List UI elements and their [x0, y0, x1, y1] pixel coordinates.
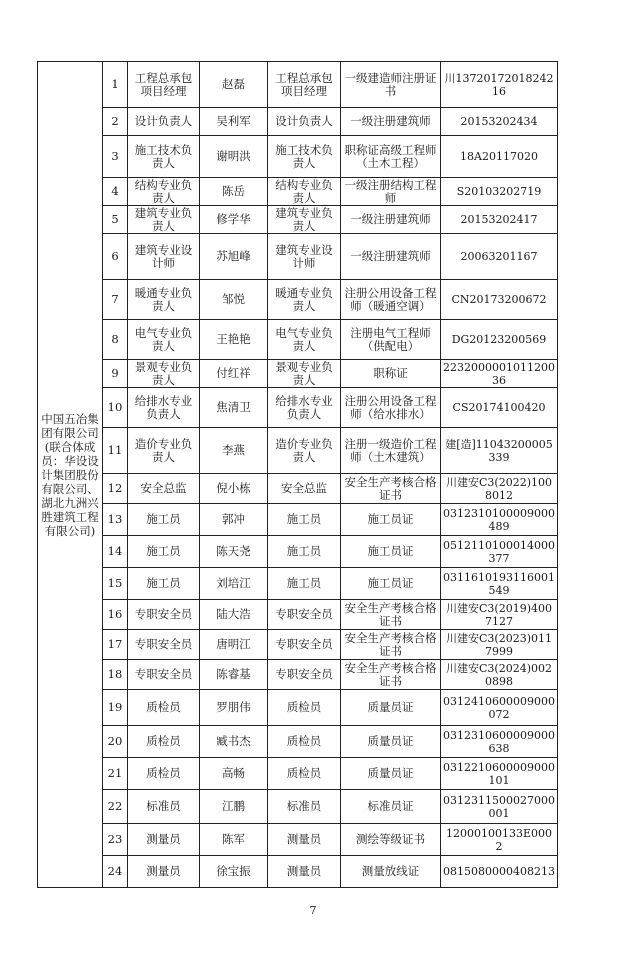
- table-row: [38, 280, 558, 320]
- role-cell: 测量员: [268, 824, 341, 856]
- row-number: 21: [103, 758, 128, 790]
- name-cell: 谢明洪: [200, 136, 268, 178]
- role-cell: 设计负责人: [268, 108, 341, 136]
- position-cell: 施工技术负责人: [128, 136, 200, 178]
- row-number: 20: [103, 726, 128, 758]
- certificate-number-cell: 0312410600009000072: [441, 690, 558, 726]
- row-number: 18: [103, 660, 128, 690]
- certificate-number-cell: 12000100133E0002: [441, 824, 558, 856]
- table-row: [38, 504, 558, 536]
- role-cell: 施工员: [268, 568, 341, 600]
- position-cell: 专职安全员: [128, 600, 200, 630]
- table-row: [38, 600, 558, 630]
- role-cell: 标准员: [268, 790, 341, 824]
- name-cell: 唐明江: [200, 630, 268, 660]
- certificate-type-cell: 标准员证: [341, 790, 441, 824]
- name-cell: 赵磊: [200, 62, 268, 108]
- table-row: [38, 536, 558, 568]
- certificate-number-cell: 20063201167: [441, 234, 558, 280]
- position-cell: 造价专业负责人: [128, 428, 200, 474]
- name-cell: 陈天尧: [200, 536, 268, 568]
- certificate-type-cell: 施工员证: [341, 568, 441, 600]
- row-number: 10: [103, 388, 128, 428]
- certificate-number-cell: DG20123200569: [441, 320, 558, 360]
- certificate-number-cell: CN20173200672: [441, 280, 558, 320]
- role-cell: 专职安全员: [268, 600, 341, 630]
- certificate-type-cell: 质量员证: [341, 690, 441, 726]
- row-number: 6: [103, 234, 128, 280]
- position-cell: 测量员: [128, 856, 200, 888]
- table-row: [38, 234, 558, 280]
- row-number: 17: [103, 630, 128, 660]
- table-row: [38, 360, 558, 388]
- table-row: [38, 474, 558, 504]
- certificate-number-cell: 建[造]11043200005339: [441, 428, 558, 474]
- role-cell: 造价专业负责人: [268, 428, 341, 474]
- role-cell: 结构专业负责人: [268, 178, 341, 206]
- role-cell: 给排水专业负责人: [268, 388, 341, 428]
- row-number: 8: [103, 320, 128, 360]
- role-cell: 建筑专业设计师: [268, 234, 341, 280]
- name-cell: 高畅: [200, 758, 268, 790]
- certificate-type-cell: 安全生产考核合格证书: [341, 600, 441, 630]
- row-number: 4: [103, 178, 128, 206]
- table-row: [38, 824, 558, 856]
- certificate-number-cell: 川建安C3(2022)1008012: [441, 474, 558, 504]
- certificate-type-cell: 安全生产考核合格证书: [341, 630, 441, 660]
- certificate-number-cell: 川建安C3(2024)0020898: [441, 660, 558, 690]
- role-cell: 建筑专业负责人: [268, 206, 341, 234]
- table-row: [38, 758, 558, 790]
- name-cell: 陈岳: [200, 178, 268, 206]
- row-number: 12: [103, 474, 128, 504]
- name-cell: 罗朋伟: [200, 690, 268, 726]
- certificate-type-cell: 注册一级造价工程师（土木建筑）: [341, 428, 441, 474]
- name-cell: 邹悦: [200, 280, 268, 320]
- table-row: [38, 690, 558, 726]
- row-number: 5: [103, 206, 128, 234]
- position-cell: 建筑专业设计师: [128, 234, 200, 280]
- position-cell: 施工员: [128, 568, 200, 600]
- certificate-number-cell: 川1372017201824216: [441, 62, 558, 108]
- certificate-type-cell: 测量放线证: [341, 856, 441, 888]
- certificate-type-cell: 安全生产考核合格证书: [341, 474, 441, 504]
- certificate-number-cell: 0312210600009000101: [441, 758, 558, 790]
- table-row: [38, 178, 558, 206]
- table-row: [38, 428, 558, 474]
- name-cell: 王艳艳: [200, 320, 268, 360]
- table-row: [38, 206, 558, 234]
- certificate-number-cell: 0815080000408213: [441, 856, 558, 888]
- certificate-number-cell: 18A20117020: [441, 136, 558, 178]
- position-cell: 设计负责人: [128, 108, 200, 136]
- certificate-number-cell: 0311610193116001549: [441, 568, 558, 600]
- role-cell: 测量员: [268, 856, 341, 888]
- role-cell: 安全总监: [268, 474, 341, 504]
- certificate-type-cell: 质量员证: [341, 726, 441, 758]
- table-row: [38, 568, 558, 600]
- certificate-type-cell: 施工员证: [341, 536, 441, 568]
- name-cell: 臧书杰: [200, 726, 268, 758]
- role-cell: 电气专业负责人: [268, 320, 341, 360]
- company-cell: 中国五冶集团有限公司(联合体成员：华设设计集团股份有限公司、湖北九洲兴胜建筑工程有限公司): [38, 62, 103, 888]
- certificate-number-cell: 0512110100014000377: [441, 536, 558, 568]
- name-cell: 陈睿基: [200, 660, 268, 690]
- row-number: 16: [103, 600, 128, 630]
- position-cell: 暖通专业负责人: [128, 280, 200, 320]
- position-cell: 质检员: [128, 690, 200, 726]
- row-number: 2: [103, 108, 128, 136]
- row-number: 13: [103, 504, 128, 536]
- role-cell: 质检员: [268, 758, 341, 790]
- name-cell: 吴利军: [200, 108, 268, 136]
- name-cell: 陈军: [200, 824, 268, 856]
- table-row: [38, 660, 558, 690]
- position-cell: 建筑专业负责人: [128, 206, 200, 234]
- position-cell: 专职安全员: [128, 630, 200, 660]
- table-row: [38, 136, 558, 178]
- table-row: [38, 630, 558, 660]
- name-cell: 付红祥: [200, 360, 268, 388]
- role-cell: 施工员: [268, 536, 341, 568]
- certificate-type-cell: 一级注册结构工程师: [341, 178, 441, 206]
- certificate-type-cell: 一级建造师注册证书: [341, 62, 441, 108]
- row-number: 15: [103, 568, 128, 600]
- certificate-number-cell: 0312311500027000001: [441, 790, 558, 824]
- certificate-type-cell: 测绘等级证书: [341, 824, 441, 856]
- certificate-type-cell: 施工员证: [341, 504, 441, 536]
- table-row: [38, 790, 558, 824]
- role-cell: 施工员: [268, 504, 341, 536]
- certificate-type-cell: 安全生产考核合格证书: [341, 660, 441, 690]
- role-cell: 质检员: [268, 726, 341, 758]
- name-cell: 李燕: [200, 428, 268, 474]
- name-cell: 徐宝振: [200, 856, 268, 888]
- role-cell: 暖通专业负责人: [268, 280, 341, 320]
- name-cell: 修学华: [200, 206, 268, 234]
- name-cell: 倪小栋: [200, 474, 268, 504]
- role-cell: 景观专业负责人: [268, 360, 341, 388]
- table-row: [38, 62, 558, 108]
- certificate-number-cell: CS20174100420: [441, 388, 558, 428]
- row-number: 22: [103, 790, 128, 824]
- name-cell: 陆大浩: [200, 600, 268, 630]
- position-cell: 结构专业负责人: [128, 178, 200, 206]
- name-cell: 苏旭峰: [200, 234, 268, 280]
- certificate-type-cell: 职称证高级工程师（土木工程）: [341, 136, 441, 178]
- row-number: 24: [103, 856, 128, 888]
- table-row: [38, 726, 558, 758]
- certificate-type-cell: 注册电气工程师（供配电）: [341, 320, 441, 360]
- certificate-number-cell: 20153202434: [441, 108, 558, 136]
- role-cell: 专职安全员: [268, 660, 341, 690]
- personnel-table: [37, 61, 558, 888]
- position-cell: 质检员: [128, 726, 200, 758]
- table-row: [38, 856, 558, 888]
- position-cell: 施工员: [128, 536, 200, 568]
- table-row: [38, 388, 558, 428]
- position-cell: 电气专业负责人: [128, 320, 200, 360]
- certificate-number-cell: 0312310600009000638: [441, 726, 558, 758]
- personnel-table-body: [38, 62, 558, 888]
- certificate-number-cell: 0312310100009000489: [441, 504, 558, 536]
- role-cell: 专职安全员: [268, 630, 341, 660]
- name-cell: 郭冲: [200, 504, 268, 536]
- certificate-type-cell: 职称证: [341, 360, 441, 388]
- position-cell: 施工员: [128, 504, 200, 536]
- certificate-type-cell: 一级注册建筑师: [341, 108, 441, 136]
- name-cell: 焦清卫: [200, 388, 268, 428]
- row-number: 7: [103, 280, 128, 320]
- table-row: [38, 320, 558, 360]
- role-cell: 工程总承包项目经理: [268, 62, 341, 108]
- certificate-type-cell: 一级注册建筑师: [341, 206, 441, 234]
- role-cell: 施工技术负责人: [268, 136, 341, 178]
- position-cell: 工程总承包项目经理: [128, 62, 200, 108]
- certificate-type-cell: 质量员证: [341, 758, 441, 790]
- certificate-number-cell: S20103202719: [441, 178, 558, 206]
- position-cell: 标准员: [128, 790, 200, 824]
- position-cell: 质检员: [128, 758, 200, 790]
- name-cell: 江鹏: [200, 790, 268, 824]
- certificate-number-cell: 20153202417: [441, 206, 558, 234]
- position-cell: 测量员: [128, 824, 200, 856]
- table-row: [38, 108, 558, 136]
- position-cell: 专职安全员: [128, 660, 200, 690]
- row-number: 23: [103, 824, 128, 856]
- row-number: 1: [103, 62, 128, 108]
- certificate-number-cell: 川建安C3(2023)0117999: [441, 630, 558, 660]
- certificate-number-cell: 223200000101120036: [441, 360, 558, 388]
- row-number: 11: [103, 428, 128, 474]
- row-number: 14: [103, 536, 128, 568]
- certificate-number-cell: 川建安C3(2019)4007127: [441, 600, 558, 630]
- certificate-type-cell: 一级注册建筑师: [341, 234, 441, 280]
- position-cell: 安全总监: [128, 474, 200, 504]
- name-cell: 刘培江: [200, 568, 268, 600]
- row-number: 19: [103, 690, 128, 726]
- page-number: 7: [309, 904, 317, 917]
- role-cell: 质检员: [268, 690, 341, 726]
- row-number: 3: [103, 136, 128, 178]
- certificate-type-cell: 注册公用设备工程师（给水排水）: [341, 388, 441, 428]
- certificate-type-cell: 注册公用设备工程师（暖通空调）: [341, 280, 441, 320]
- position-cell: 给排水专业负责人: [128, 388, 200, 428]
- position-cell: 景观专业负责人: [128, 360, 200, 388]
- row-number: 9: [103, 360, 128, 388]
